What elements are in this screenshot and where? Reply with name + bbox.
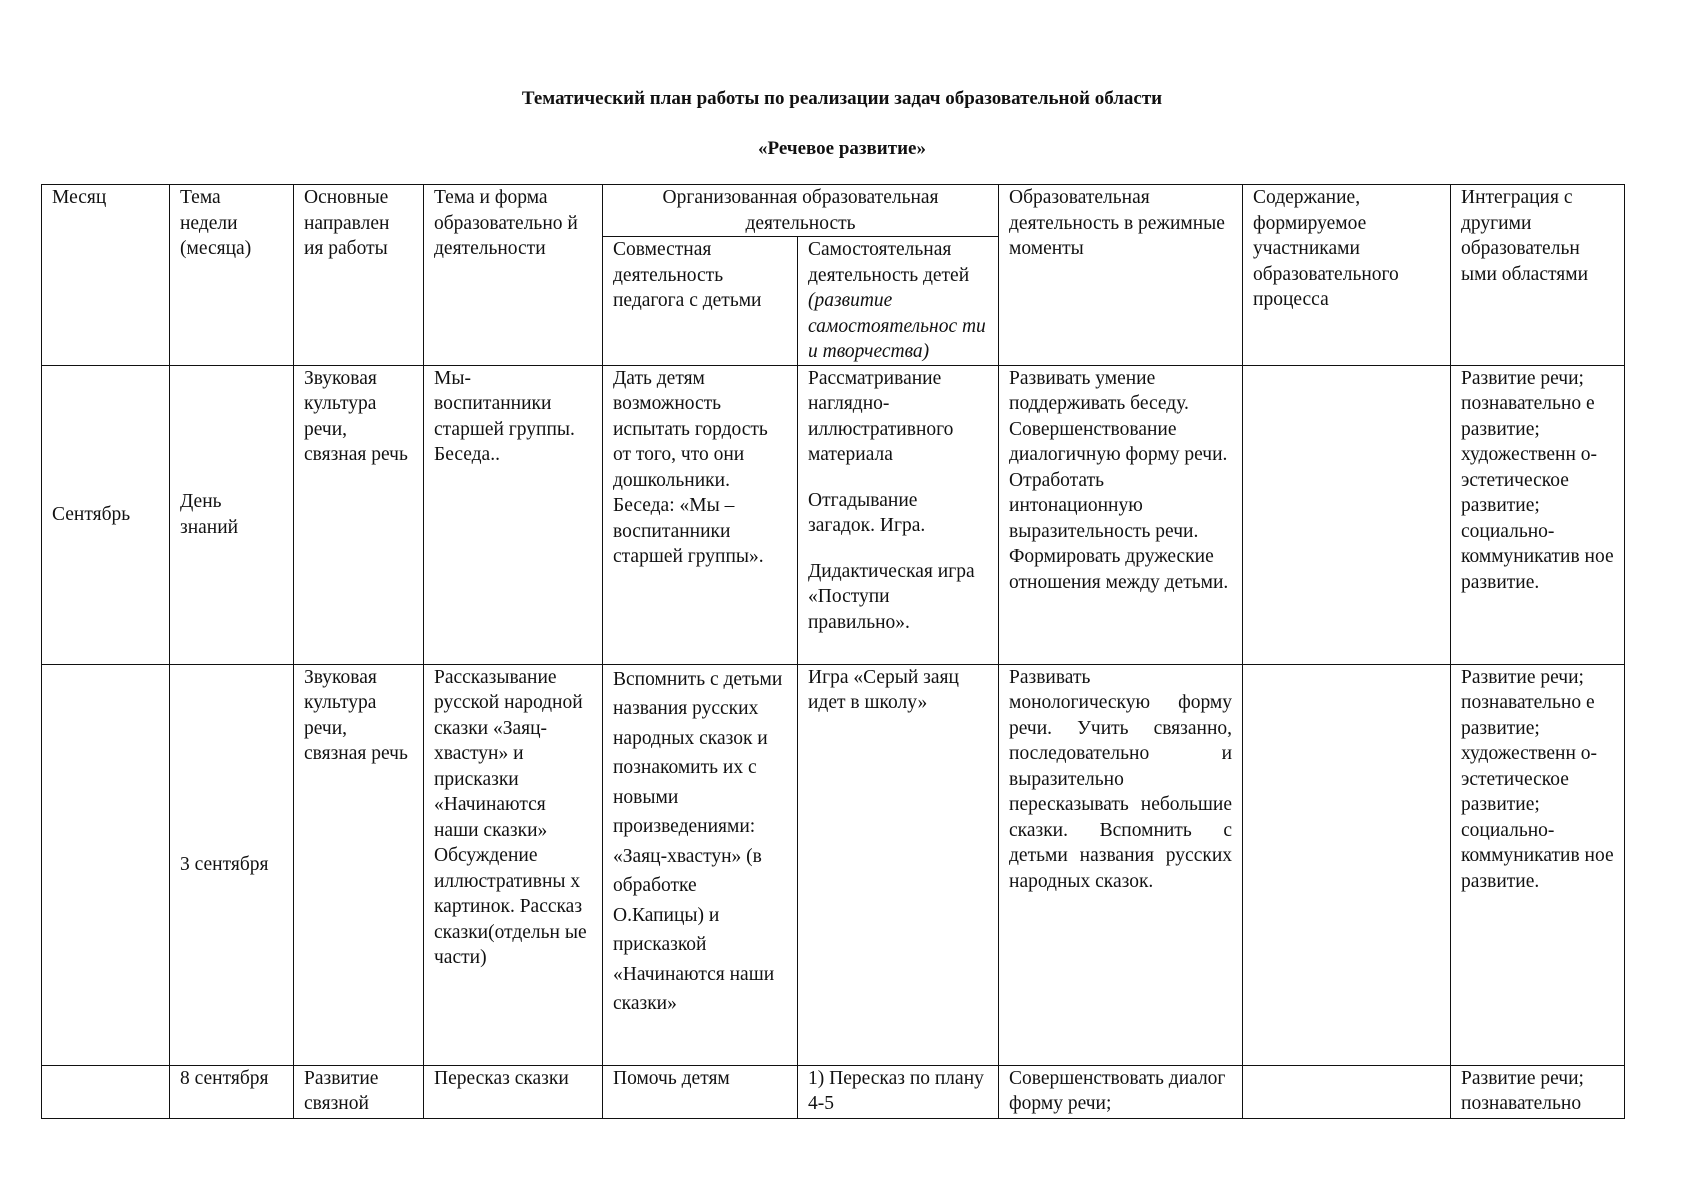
cell-week-topic: День знаний (170, 365, 294, 664)
table-row (42, 365, 1625, 664)
cell-week-topic: 8 сентября (170, 1065, 294, 1118)
table-row (42, 664, 1625, 1065)
cell-activity-form: Мы- воспитанники старшей группы. Беседа.. (424, 365, 603, 664)
cell-joint-activity: Вспомнить с детьми названия русских народных сказок и познакомить их с новыми произведениями: «Заяц-хвастун» (в обработке О.Капицы) и присказкой «Начинаются наши сказки» (603, 664, 798, 1065)
header-independent-activity-label: Самостоятельная деятельность детей (808, 239, 970, 286)
header-joint-activity: Совместная деятельность педагога с детьми (603, 237, 798, 366)
cell-integration: Развитие речи; познавательно е развитие; художественн о-эстетическое развитие; социально- коммуникатив ное развитие. (1451, 365, 1625, 664)
cell-activity-form: Пересказ сказки (424, 1065, 603, 1118)
cell-integration: Развитие речи; познавательно (1451, 1065, 1625, 1118)
cell-activity-form: Рассказывание русской народной сказки «Заяц- хвастун» и присказки «Начинаются наши сказки» Обсуждение иллюстративны х картинок. Рассказ сказки(отдельн ые части) (424, 664, 603, 1065)
cell-independent-activity: Игра «Серый заяц идет в школу» (798, 664, 999, 1065)
header-month: Месяц (42, 185, 170, 366)
cell-participants-content (1243, 365, 1451, 664)
header-independent-activity (798, 237, 999, 366)
cell-month: Сентябрь (42, 365, 170, 664)
header-organized-activity: Организованная образовательная деятельность (603, 185, 999, 237)
cell-week-topic: 3 сентября (170, 664, 294, 1065)
document-subtitle: «Речевое развитие» (758, 138, 926, 159)
cell-month (42, 1065, 170, 1118)
header-row (42, 185, 1625, 237)
independent-activity-part: Дидактическая игра «Поступи правильно». (808, 560, 975, 633)
header-independent-activity-note: (развитие самостоятельнос ти и творчества) (808, 290, 986, 362)
thematic-plan-table (41, 184, 1625, 1119)
document-title: Тематический план работы по реализации задач образовательной области (521, 88, 1163, 109)
cell-joint-activity: Помочь детям (603, 1065, 798, 1118)
cell-directions: Развитие связной (294, 1065, 424, 1118)
independent-activity-part: Отгадывание загадок. Игра. (808, 489, 926, 536)
cell-routine-activity: Развивать монологическую форму речи. Учить связанно, последовательно и выразительно пересказывать небольшие сказки. Вспомнить с детьми названия русских народных сказок. (999, 664, 1243, 1065)
cell-independent-activity: 1) Пересказ по плану 4-5 (798, 1065, 999, 1118)
table-row (42, 1065, 1625, 1118)
header-activity-form: Тема и форма образовательно й деятельности (424, 185, 603, 366)
header-routine-activity: Образовательная деятельность в режимные моменты (999, 185, 1243, 366)
cell-routine-activity: Совершенствовать диалог форму речи; (999, 1065, 1243, 1118)
cell-month (42, 664, 170, 1065)
cell-integration: Развитие речи; познавательно е развитие; художественн о-эстетическое развитие; социально- коммуникатив ное развитие. (1451, 664, 1625, 1065)
cell-participants-content (1243, 1065, 1451, 1118)
cell-joint-activity: Дать детям возможность испытать гордость от того, что они дошкольники. Беседа: «Мы – воспитанники старшей группы». (603, 365, 798, 664)
header-integration: Интеграция с другими образовательн ыми областями (1451, 185, 1625, 366)
independent-activity-part: Рассматривание наглядно- иллюстративного материала (808, 367, 954, 465)
header-participants-content: Содержание, формируемое участниками образовательного процесса (1243, 185, 1451, 366)
header-directions: Основные направлен ия работы (294, 185, 424, 366)
cell-directions: Звуковая культура речи, связная речь (294, 365, 424, 664)
cell-routine-activity: Развивать умение поддерживать беседу. Совершенствование диалогичную форму речи. Отработать интонационную выразительность речи. Формировать дружеские отношения между детьми. (999, 365, 1243, 664)
cell-independent-activity (798, 365, 999, 664)
header-week-topic: Тема недели (месяца) (170, 185, 294, 366)
cell-participants-content (1243, 664, 1451, 1065)
cell-directions: Звуковая культура речи, связная речь (294, 664, 424, 1065)
